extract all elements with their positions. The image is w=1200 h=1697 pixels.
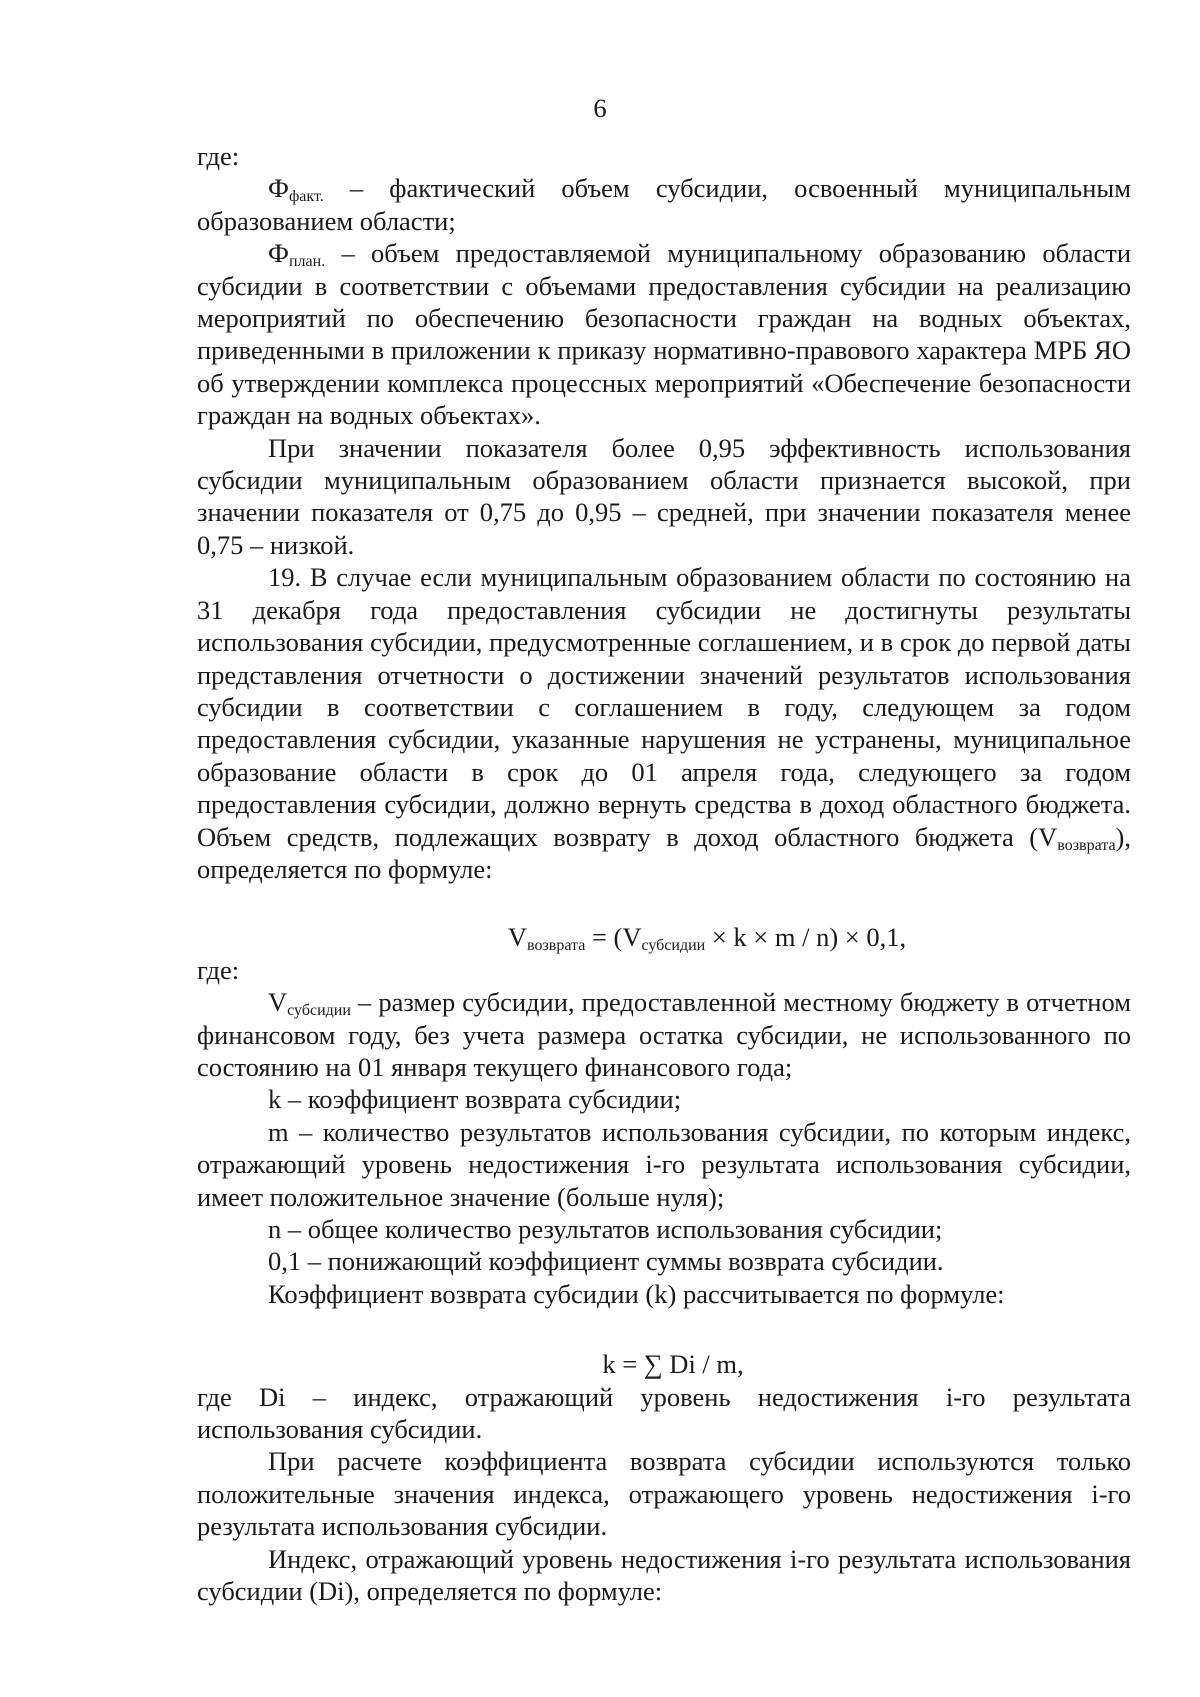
formula-k: k = ∑ Di / m,	[602, 1349, 744, 1380]
where-label-2: где:	[197, 954, 240, 985]
subscript-vozvrata: возврата	[1057, 836, 1116, 854]
paragraph-19	[197, 561, 1131, 885]
formula-rest: × k × m / n) × 0,1,	[705, 922, 907, 953]
definition-n: n – общее количество результатов использования субсидии;	[268, 1214, 943, 1244]
paragraph-text: 19. В случае если муниципальным образованием области по состоянию на 31 декабря года предоставления субсидии не достигнуты результаты использования субсидии, предусмотренные соглашением, и в срок до первой даты представления отчетности о достижении значений результатов использования субсидии в соответствии с соглашением в году, следующем за годом предоставления субсидии, указанные нарушения не устранены, муниципальное образование области в срок до 01 апреля года, следующего за годом предоставления субсидии, должно вернуть средства в доход областного бюджета. Объем средств, подлежащих возврату в доход областного бюджета (V	[197, 562, 1131, 852]
symbol-f: Ф	[268, 173, 289, 204]
paragraph-effectiveness: При значении показателя более 0,95 эффективность использования субсидии муниципальным образованием области признается высокой, при значении показателя от 0,75 до 0,95 – средней, при значении показателя менее 0,75 – низкой.	[197, 432, 1131, 560]
document-body	[197, 140, 1131, 1607]
paragraph-tail: ), определяется по формуле:	[197, 821, 1131, 884]
definition-f-plan	[197, 237, 1131, 431]
definition-0-1: 0,1 – понижающий коэффициент суммы возврата субсидии.	[268, 1246, 944, 1277]
paragraph-index-di: Индекс, отражающий уровень недостижения i-го результата использования субсидии (Di), определяется по формуле:	[197, 1543, 1131, 1607]
definition-text: – объем предоставляемой муниципальному образованию области субсидии в соответствии с объемами предоставления субсидии на реализацию мероприятий по обеспечению безопасности граждан на водных объектах, приведенными в приложении к приказу нормативно-правового характера МРБ ЯО об утверждении комплекса процессных мероприятий «Обеспечение безопасности граждан на водных объектах».	[197, 238, 1131, 431]
subscript-subsidii: субсидии	[287, 1002, 351, 1020]
where-label: где:	[197, 141, 240, 171]
definition-v-subsidii	[197, 986, 1131, 1083]
symbol-f: Ф	[268, 238, 289, 269]
formula-v-return	[283, 921, 1131, 953]
formula-sub-subsidii: субсидии	[641, 937, 706, 955]
subscript-fakt: факт.	[288, 188, 324, 206]
subscript-plan: план.	[288, 253, 326, 271]
symbol-v: V	[268, 987, 288, 1018]
page-number: 6	[593, 93, 607, 123]
definition-di: где Di – индекс, отражающий уровень недостижения i-го результата использования субсидии.	[197, 1381, 1131, 1445]
definition-f-fakt	[197, 172, 1131, 237]
k-intro: Коэффициент возврата субсидии (k) рассчитывается по формуле:	[268, 1278, 1005, 1309]
definition-k: k – коэффициент возврата субсидии;	[268, 1084, 682, 1115]
definition-text: – размер субсидии, предоставленной местному бюджету в отчетном финансовом году, без учета размера остатка субсидии, не использованного по состоянию на 01 января текущего финансового года;	[197, 987, 1131, 1082]
definition-text: – фактический объем субсидии, освоенный муниципальным образованием области;	[197, 173, 1131, 236]
formula-sub-vozvrata: возврата	[527, 937, 586, 955]
formula-symbol-v: V	[507, 922, 528, 953]
definition-m: m – количество результатов использования субсидии, по которым индекс, отражающий уровень недостижения i-го результата использования субсидии, имеет положительное значение (больше нуля);	[197, 1116, 1131, 1212]
paragraph-positive-values: При расчете коэффициента возврата субсидии используются только положительные значения индекса, отражающего уровень недостижения i-го результата использования субсидии.	[197, 1446, 1131, 1542]
formula-mid: = (V	[585, 922, 642, 953]
